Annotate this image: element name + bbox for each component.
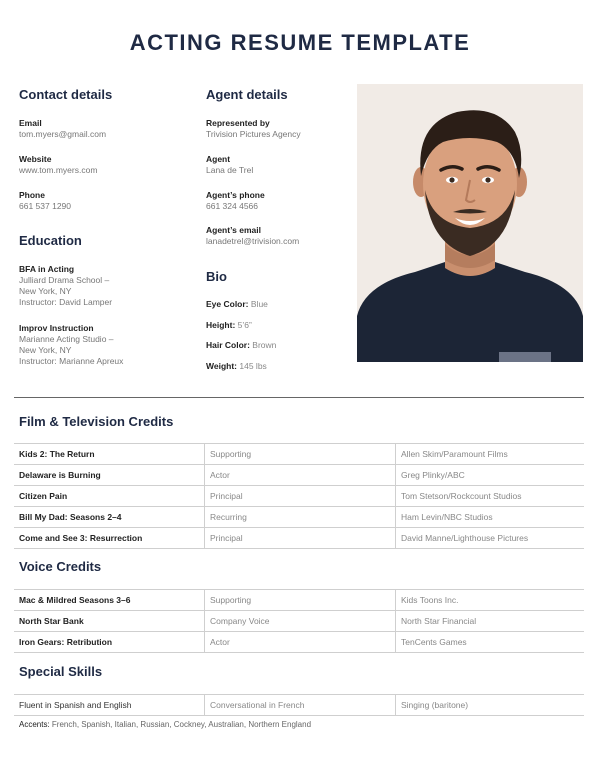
credit-title: Kids 2: The Return xyxy=(14,444,205,465)
credit-company: Kids Toons Inc. xyxy=(396,590,585,611)
table-row xyxy=(14,486,584,507)
skill-item: Singing (baritone) xyxy=(396,695,585,716)
table-row xyxy=(14,632,584,653)
education-title: Improv Instruction xyxy=(19,323,94,333)
bio-height xyxy=(206,320,252,331)
hair-value: Brown xyxy=(252,340,277,350)
agent-heading: Agent details xyxy=(206,87,288,102)
education-line: Instructor: David Lamper xyxy=(19,297,113,307)
credit-company: Ham Levin/NBC Studios xyxy=(396,507,585,528)
bio-eye xyxy=(206,299,268,310)
agent-value: Lana de Trel xyxy=(206,165,254,175)
represented-value: Trivision Pictures Agency xyxy=(206,129,301,139)
credit-company: Tom Stetson/Rockcount Studios xyxy=(396,486,585,507)
credit-company: Allen Skim/Paramount Films xyxy=(396,444,585,465)
bio-heading: Bio xyxy=(206,269,227,284)
education-item xyxy=(19,264,112,308)
bio-hair xyxy=(206,340,276,351)
email-value[interactable]: tom.myers@gmail.com xyxy=(19,129,107,139)
special-skills-heading: Special Skills xyxy=(19,664,103,679)
credit-role: Supporting xyxy=(205,444,396,465)
accents-label: Accents: xyxy=(19,720,50,729)
height-label: Height: xyxy=(206,320,236,330)
contact-email-block xyxy=(19,118,106,140)
film-credits-heading: Film & Television Credits xyxy=(19,414,174,429)
contact-phone-block xyxy=(19,190,71,212)
credit-role: Supporting xyxy=(205,590,396,611)
education-heading: Education xyxy=(19,233,82,248)
section-divider xyxy=(14,397,584,398)
skill-item: Fluent in Spanish and English xyxy=(14,695,205,716)
credit-role: Principal xyxy=(205,528,396,549)
page-title: ACTING RESUME TEMPLATE xyxy=(129,30,471,55)
headshot-photo xyxy=(357,84,583,362)
phone-label: Phone xyxy=(19,190,45,200)
credit-role: Actor xyxy=(205,632,396,653)
agent-phone-value: 661 324 4566 xyxy=(206,201,258,211)
credit-company: TenCents Games xyxy=(396,632,585,653)
education-line: Instructor: Marianne Apreux xyxy=(19,356,124,366)
credit-role: Principal xyxy=(205,486,396,507)
voice-credits-table xyxy=(14,589,584,653)
credit-title: Come and See 3: Resurrection xyxy=(14,528,205,549)
represented-label: Represented by xyxy=(206,118,270,128)
education-item xyxy=(19,323,123,367)
credit-title: North Star Bank xyxy=(14,611,205,632)
voice-credits-heading: Voice Credits xyxy=(19,559,102,574)
education-title: BFA in Acting xyxy=(19,264,75,274)
headshot-illustration xyxy=(357,84,583,362)
table-row xyxy=(14,611,584,632)
website-value[interactable]: www.tom.myers.com xyxy=(19,165,98,175)
agent-name-block xyxy=(206,154,253,176)
credit-role: Recurring xyxy=(205,507,396,528)
credit-title: Iron Gears: Retribution xyxy=(14,632,205,653)
agent-email-label: Agent’s email xyxy=(206,225,261,235)
contact-website-block xyxy=(19,154,97,176)
education-line: New York, NY xyxy=(19,345,72,355)
email-label: Email xyxy=(19,118,42,128)
table-row xyxy=(14,465,584,486)
contact-heading: Contact details xyxy=(19,87,113,102)
credit-company: Greg Plinky/ABC xyxy=(396,465,585,486)
agent-represented-block xyxy=(206,118,301,140)
credit-title: Citizen Pain xyxy=(14,486,205,507)
table-row xyxy=(14,528,584,549)
table-row xyxy=(14,695,584,716)
credit-role: Company Voice xyxy=(205,611,396,632)
eye-value: Blue xyxy=(250,299,268,309)
table-row xyxy=(14,590,584,611)
eye-label: Eye Color: xyxy=(206,299,249,309)
weight-label: Weight: xyxy=(206,361,238,371)
table-row xyxy=(14,507,584,528)
film-credits-table xyxy=(14,443,584,549)
agent-label: Agent xyxy=(206,154,231,164)
table-row xyxy=(14,444,584,465)
agent-phone-label: Agent’s phone xyxy=(206,190,265,200)
phone-value: 661 537 1290 xyxy=(19,201,71,211)
credit-company: David Manne/Lighthouse Pictures xyxy=(396,528,585,549)
education-line: New York, NY xyxy=(19,286,72,296)
education-line: Marianne Acting Studio – xyxy=(19,334,114,344)
credit-title: Mac & Mildred Seasons 3–6 xyxy=(14,590,205,611)
accents-line xyxy=(19,720,311,729)
skill-item: Conversational in French xyxy=(205,695,396,716)
credit-company: North Star Financial xyxy=(396,611,585,632)
hair-label: Hair Color: xyxy=(206,340,250,350)
agent-email-value[interactable]: lanadetrel@trivision.com xyxy=(206,236,300,246)
height-value: 5’6” xyxy=(237,320,252,330)
credit-role: Actor xyxy=(205,465,396,486)
education-line: Julliard Drama School – xyxy=(19,275,110,285)
special-skills-table xyxy=(14,694,584,716)
accents-value: French, Spanish, Italian, Russian, Cockney, Australian, Northern England xyxy=(51,720,312,729)
credit-title: Bill My Dad: Seasons 2–4 xyxy=(14,507,205,528)
credit-title: Delaware is Burning xyxy=(14,465,205,486)
bio-weight xyxy=(206,361,267,372)
website-label: Website xyxy=(19,154,52,164)
agent-phone-block xyxy=(206,190,265,212)
weight-value: 145 lbs xyxy=(239,361,267,371)
agent-email-block xyxy=(206,225,299,247)
